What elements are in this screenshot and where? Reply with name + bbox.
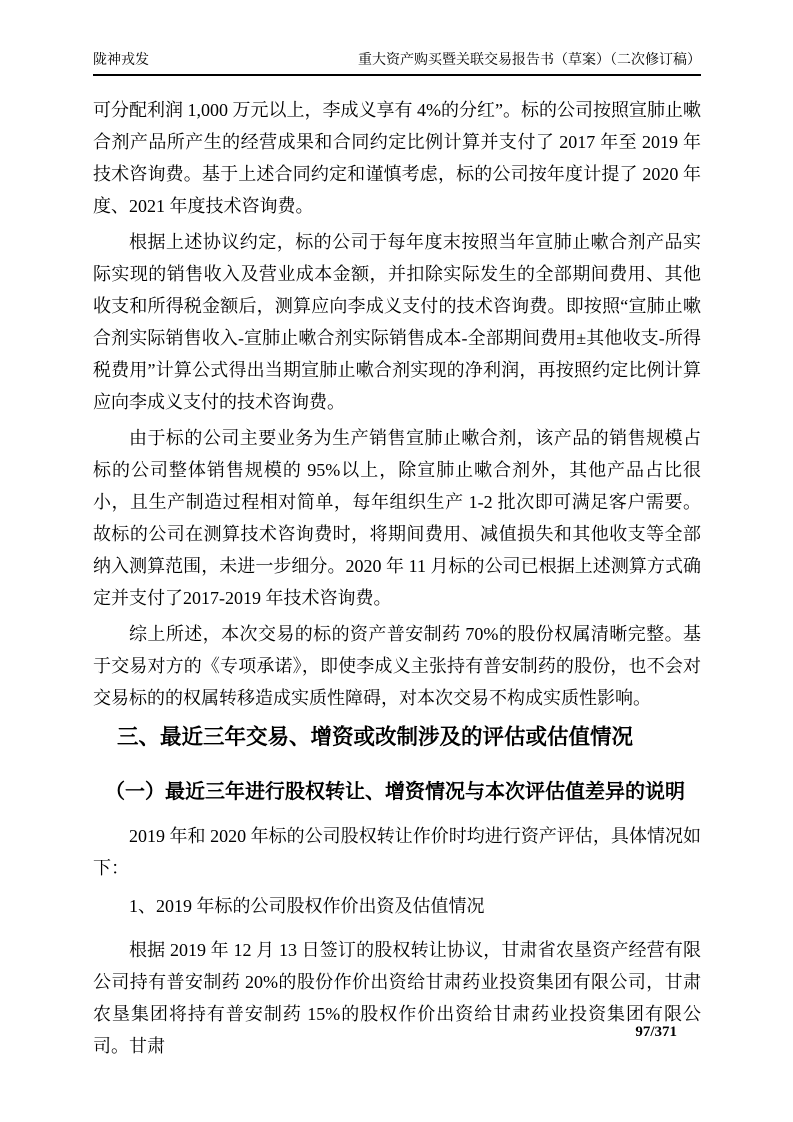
paragraph-business-description: 由于标的公司主要业务为生产销售宣肺止嗽合剂，该产品的销售规模占标的公司整体销售规模的 95%以上，除宣肺止嗽合剂外，其他产品占比很小，且生产制造过程相对简单，每年组织生产 1-2 批次即可满足客户需要。故标的公司在测算技术咨询费时，将期间费用、减值损失和其他收支等全部纳入测算范围，未进一步细分。2020 年 11 月标的公司已根据上述测算方式确定并支付了2017-2019 年技术咨询费。 bbox=[93, 428, 701, 608]
section-heading-three: 三、最近三年交易、增资或改制涉及的评估或估值情况 bbox=[117, 725, 634, 749]
paragraph-conclusion: 综上所述，本次交易的标的资产普安制药 70%的股份权属清晰完整。基于交易对方的《专项承诺》，即使李成义主张持有普安制药的股份，也不会对交易标的的权属转移造成实质性障碍，对本次交易不构成实质性影响。 bbox=[93, 624, 701, 708]
document-body bbox=[93, 94, 701, 1062]
header-company-name: 陇神戎发 bbox=[93, 53, 149, 68]
paragraph-evaluation-intro: 2019 年和 2020 年标的公司股权转让作价时均进行资产评估，具体情况如下： bbox=[93, 826, 701, 878]
paragraph-equity-transfer: 根据 2019 年 12 月 13 日签订的股权转让协议，甘肃省农垦资产经营有限公司持有普安制药 20%的股份作价出资给甘肃药业投资集团有限公司，甘肃农垦集团将持有普安制药 15%的股权作价出资给甘肃药业投资集团有限公司。甘肃 bbox=[93, 940, 701, 1056]
paragraph-dividend-agreement: 可分配利润 1,000 万元以上，李成义享有 4%的分红”。标的公司按照宣肺止嗽合剂产品所产生的经营成果和合同约定比例计算并支付了 2017 年至 2019 年技术咨询费。基于上述合同约定和谨慎考虑，标的公司按年度计提了 2020 年度、2021 年度技术咨询费。 bbox=[93, 100, 701, 216]
subsection-heading-one: （一）最近三年进行股权转让、增资情况与本次评估值差异的说明 bbox=[105, 781, 685, 803]
page-number: 97/371 bbox=[635, 1024, 677, 1040]
header-report-title: 重大资产购买暨关联交易报告书（草案）（二次修订稿） bbox=[358, 53, 701, 68]
page-header bbox=[93, 52, 701, 76]
paragraph-consulting-fee-formula: 根据上述协议约定，标的公司于每年度末按照当年宣肺止嗽合剂产品实际实现的销售收入及营业成本金额，并扣除实际发生的全部期间费用、其他收支和所得税金额后，测算应向李成义支付的技术咨询费。即按照“宣肺止嗽合剂实际销售收入-宣肺止嗽合剂实际销售成本-全部期间费用±其他收支-所得税费用”计算公式得出当期宣肺止嗽合剂实现的净利润，再按照约定比例计算应向李成义支付的技术咨询费。 bbox=[93, 232, 701, 412]
item-heading-2019-valuation: 1、2019 年标的公司股权作价出资及估值情况 bbox=[129, 896, 485, 916]
